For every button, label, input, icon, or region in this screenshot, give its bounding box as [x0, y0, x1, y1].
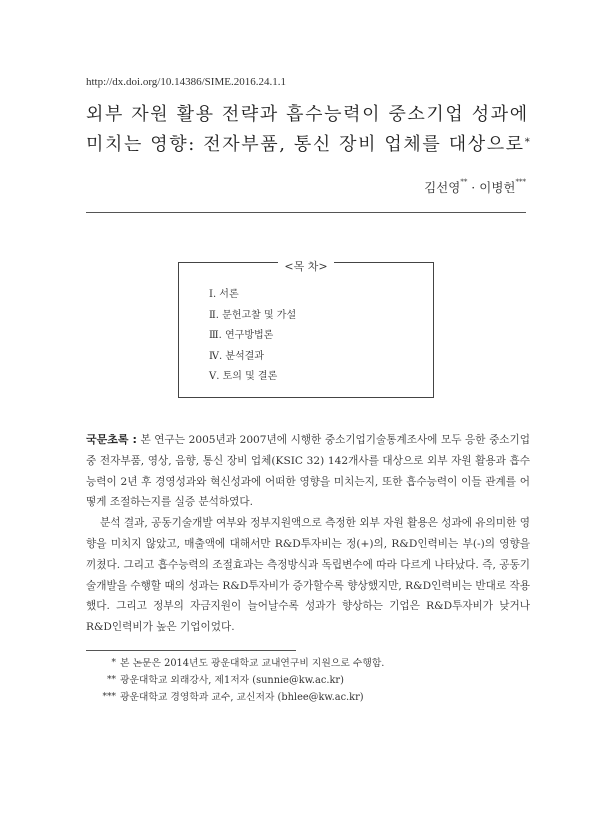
abstract-text-1: 본 연구는 2005년과 2007년에 시행한 중소기업기술통계조사에 모두 응한 중소기업 중 전자부품, 영상, 음향, 통신 장비 업체(KSIC 32) 142개사를 대상으로 외부 자원 활용과 흡수능력이 2년 후 경영성과와 혁신성과에 어떠한 영향을 미치는지, 또한 흡수능력이 이들 관계를 어떻게 조절하는지를 실증 분석하였다. [86, 434, 530, 509]
doi-link[interactable]: http://dx.doi.org/10.14386/SIME.2016.24.1.1 [86, 76, 286, 88]
toc-item: Ⅴ. 토의 및 결론 [209, 371, 278, 382]
footnote-mark: * [111, 658, 116, 668]
footnote [86, 655, 384, 672]
toc-item: Ⅰ. 서론 [209, 289, 239, 300]
author-second-mark: *** [515, 178, 526, 186]
abstract [86, 430, 530, 638]
footnote-divider [86, 650, 296, 651]
footnote-mark: ** [107, 675, 116, 685]
author-second: 이병헌 [479, 180, 516, 195]
footnote-text: 광운대학교 외래강사, 제1저자 (sunnie@kw.ac.kr) [120, 675, 344, 686]
abstract-paragraph-2: 분석 결과, 공동기술개발 여부와 정부지원액으로 측정한 외부 자원 활용은 성과에 유의미한 영향을 미치지 않았고, 매출액에 대해서만 R&D투자비는 정(+)의, R&D인력비는 부(-)의 영향을 끼쳤다. 그리고 흡수능력의 조절효과는 측정방식과 독립변수에 따라 다르게 나타났다. 즉, 공동기술개발을 수행할 때의 성과는 R&D투자비가 증가할수록 향상했지만, R&D인력비는 반대로 작용했다. 그리고 정부의 자금지원이 늘어날수록 성과가 향상하는 기업은 R&D투자비가 낮거나 R&D인력비가 높은 기업이었다. [86, 517, 530, 634]
title-footnote-mark: * [524, 137, 532, 148]
toc-item: Ⅳ. 분석결과 [209, 350, 264, 362]
toc-list [209, 285, 296, 388]
paper-title [86, 100, 532, 160]
footnote-text: 본 논문은 2014년도 광운대학교 교내연구비 지원으로 수행함. [120, 658, 385, 669]
title-line-2-text: 미치는 영향: 전자부품, 통신 장비 업체를 대상으로 [86, 134, 525, 155]
footnotes [86, 655, 384, 706]
table-of-contents [178, 262, 434, 398]
author-first: 김선영 [424, 180, 461, 195]
abstract-paragraph-1 [86, 430, 530, 513]
title-line-1: 외부 자원 활용 전략과 흡수능력이 중소기업 성과에 [86, 104, 529, 125]
abstract-label: 국문초록 : [86, 433, 137, 446]
author-first-mark: ** [460, 178, 468, 186]
title-line-2 [86, 130, 532, 160]
footnote [86, 672, 384, 689]
header-divider [86, 212, 526, 213]
footnote-mark: *** [102, 692, 116, 702]
author-separator: · [471, 180, 476, 195]
footnote [86, 689, 384, 706]
footnote-text: 광운대학교 경영학과 교수, 교신저자 (bhlee@kw.ac.kr) [120, 692, 364, 703]
toc-item: Ⅱ. 문헌고찰 및 가설 [209, 309, 297, 321]
toc-heading: <목 차> [278, 260, 333, 273]
toc-item: Ⅲ. 연구방법론 [209, 330, 274, 341]
toc-heading-wrap [179, 255, 433, 274]
author-list [424, 178, 526, 196]
